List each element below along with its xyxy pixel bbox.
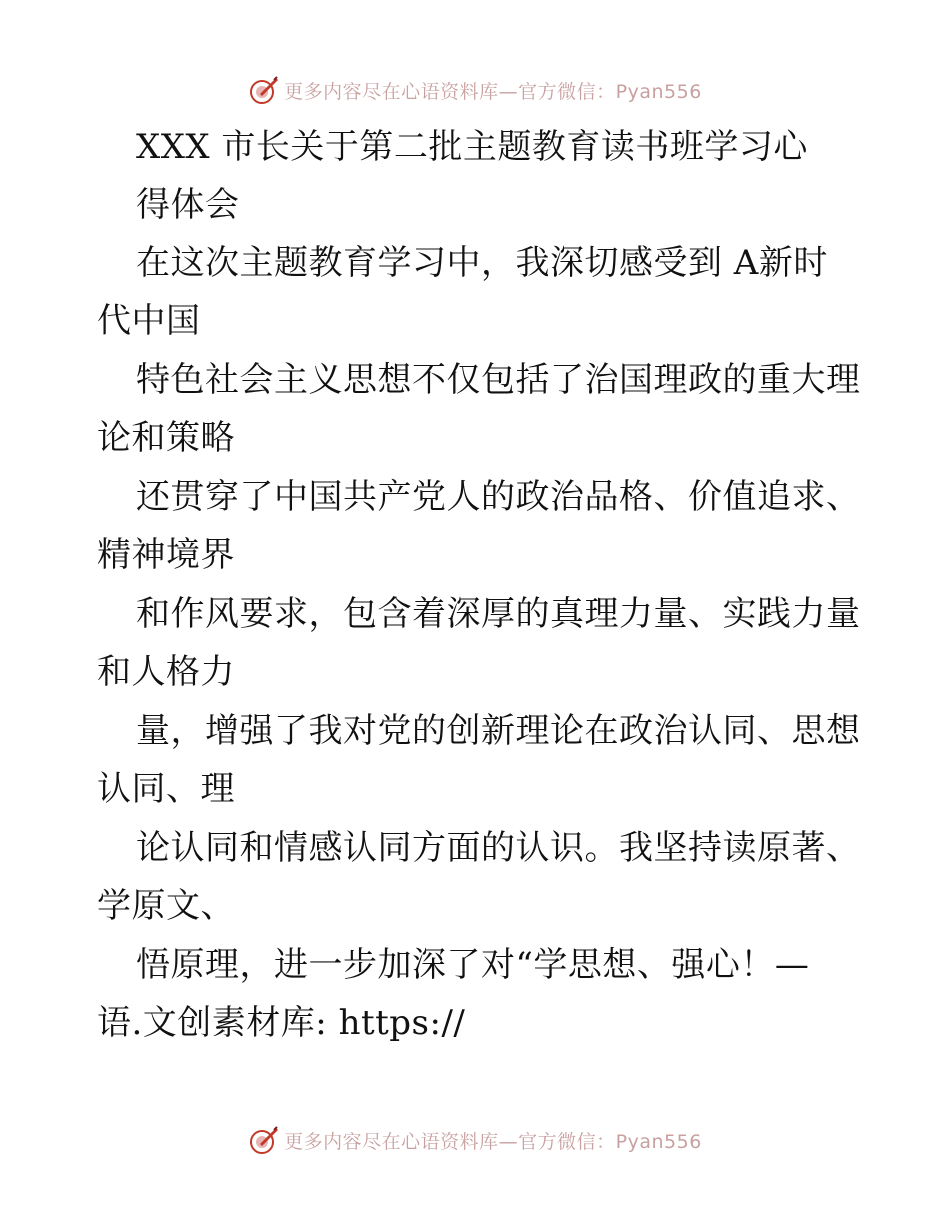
paragraph-line: 特色社会主义思想不仅包括了治国理政的重大理 — [136, 360, 861, 400]
paragraph-line: 语.文创素材库: https:// — [97, 1003, 466, 1043]
paragraph-line: 在这次主题教育学习中，我深切感受到 A新时 — [136, 243, 828, 283]
paragraph-line: 量，增强了我对党的创新理论在政治认同、思想 — [136, 711, 861, 751]
paragraph-line: 论认同和情感认同方面的认识。我坚持读原著、 — [136, 828, 861, 868]
title-line: XXX 市长关于第二批主题教育读书班学习心 — [136, 127, 808, 167]
paragraph-line: 论和策略 — [97, 418, 235, 458]
title-line: 得体会 — [136, 185, 240, 225]
paragraph-line: 和人格力 — [97, 652, 235, 692]
paragraph-line: 代中国 — [97, 301, 201, 341]
watermark-text: 更多内容尽在心语资料库—官方微信：Pyan556 — [284, 1130, 702, 1153]
footer-watermark — [0, 1120, 950, 1160]
paragraph-line: 学原文、 — [97, 886, 235, 926]
header-watermark — [0, 70, 950, 110]
paragraph-line: 悟原理，进一步加深了对“学思想、强心！— — [136, 945, 810, 985]
quill-pen-seal-icon — [248, 1124, 280, 1156]
watermark-text: 更多内容尽在心语资料库—官方微信：Pyan556 — [284, 80, 702, 103]
quill-pen-seal-icon — [248, 74, 280, 106]
paragraph-line: 精神境界 — [97, 535, 235, 575]
paragraph-line: 和作风要求，包含着深厚的真理力量、实践力量 — [136, 594, 861, 634]
paragraph-line: 认同、理 — [97, 769, 235, 809]
paragraph-line: 还贯穿了中国共产党人的政治品格、价值追求、 — [136, 477, 861, 517]
